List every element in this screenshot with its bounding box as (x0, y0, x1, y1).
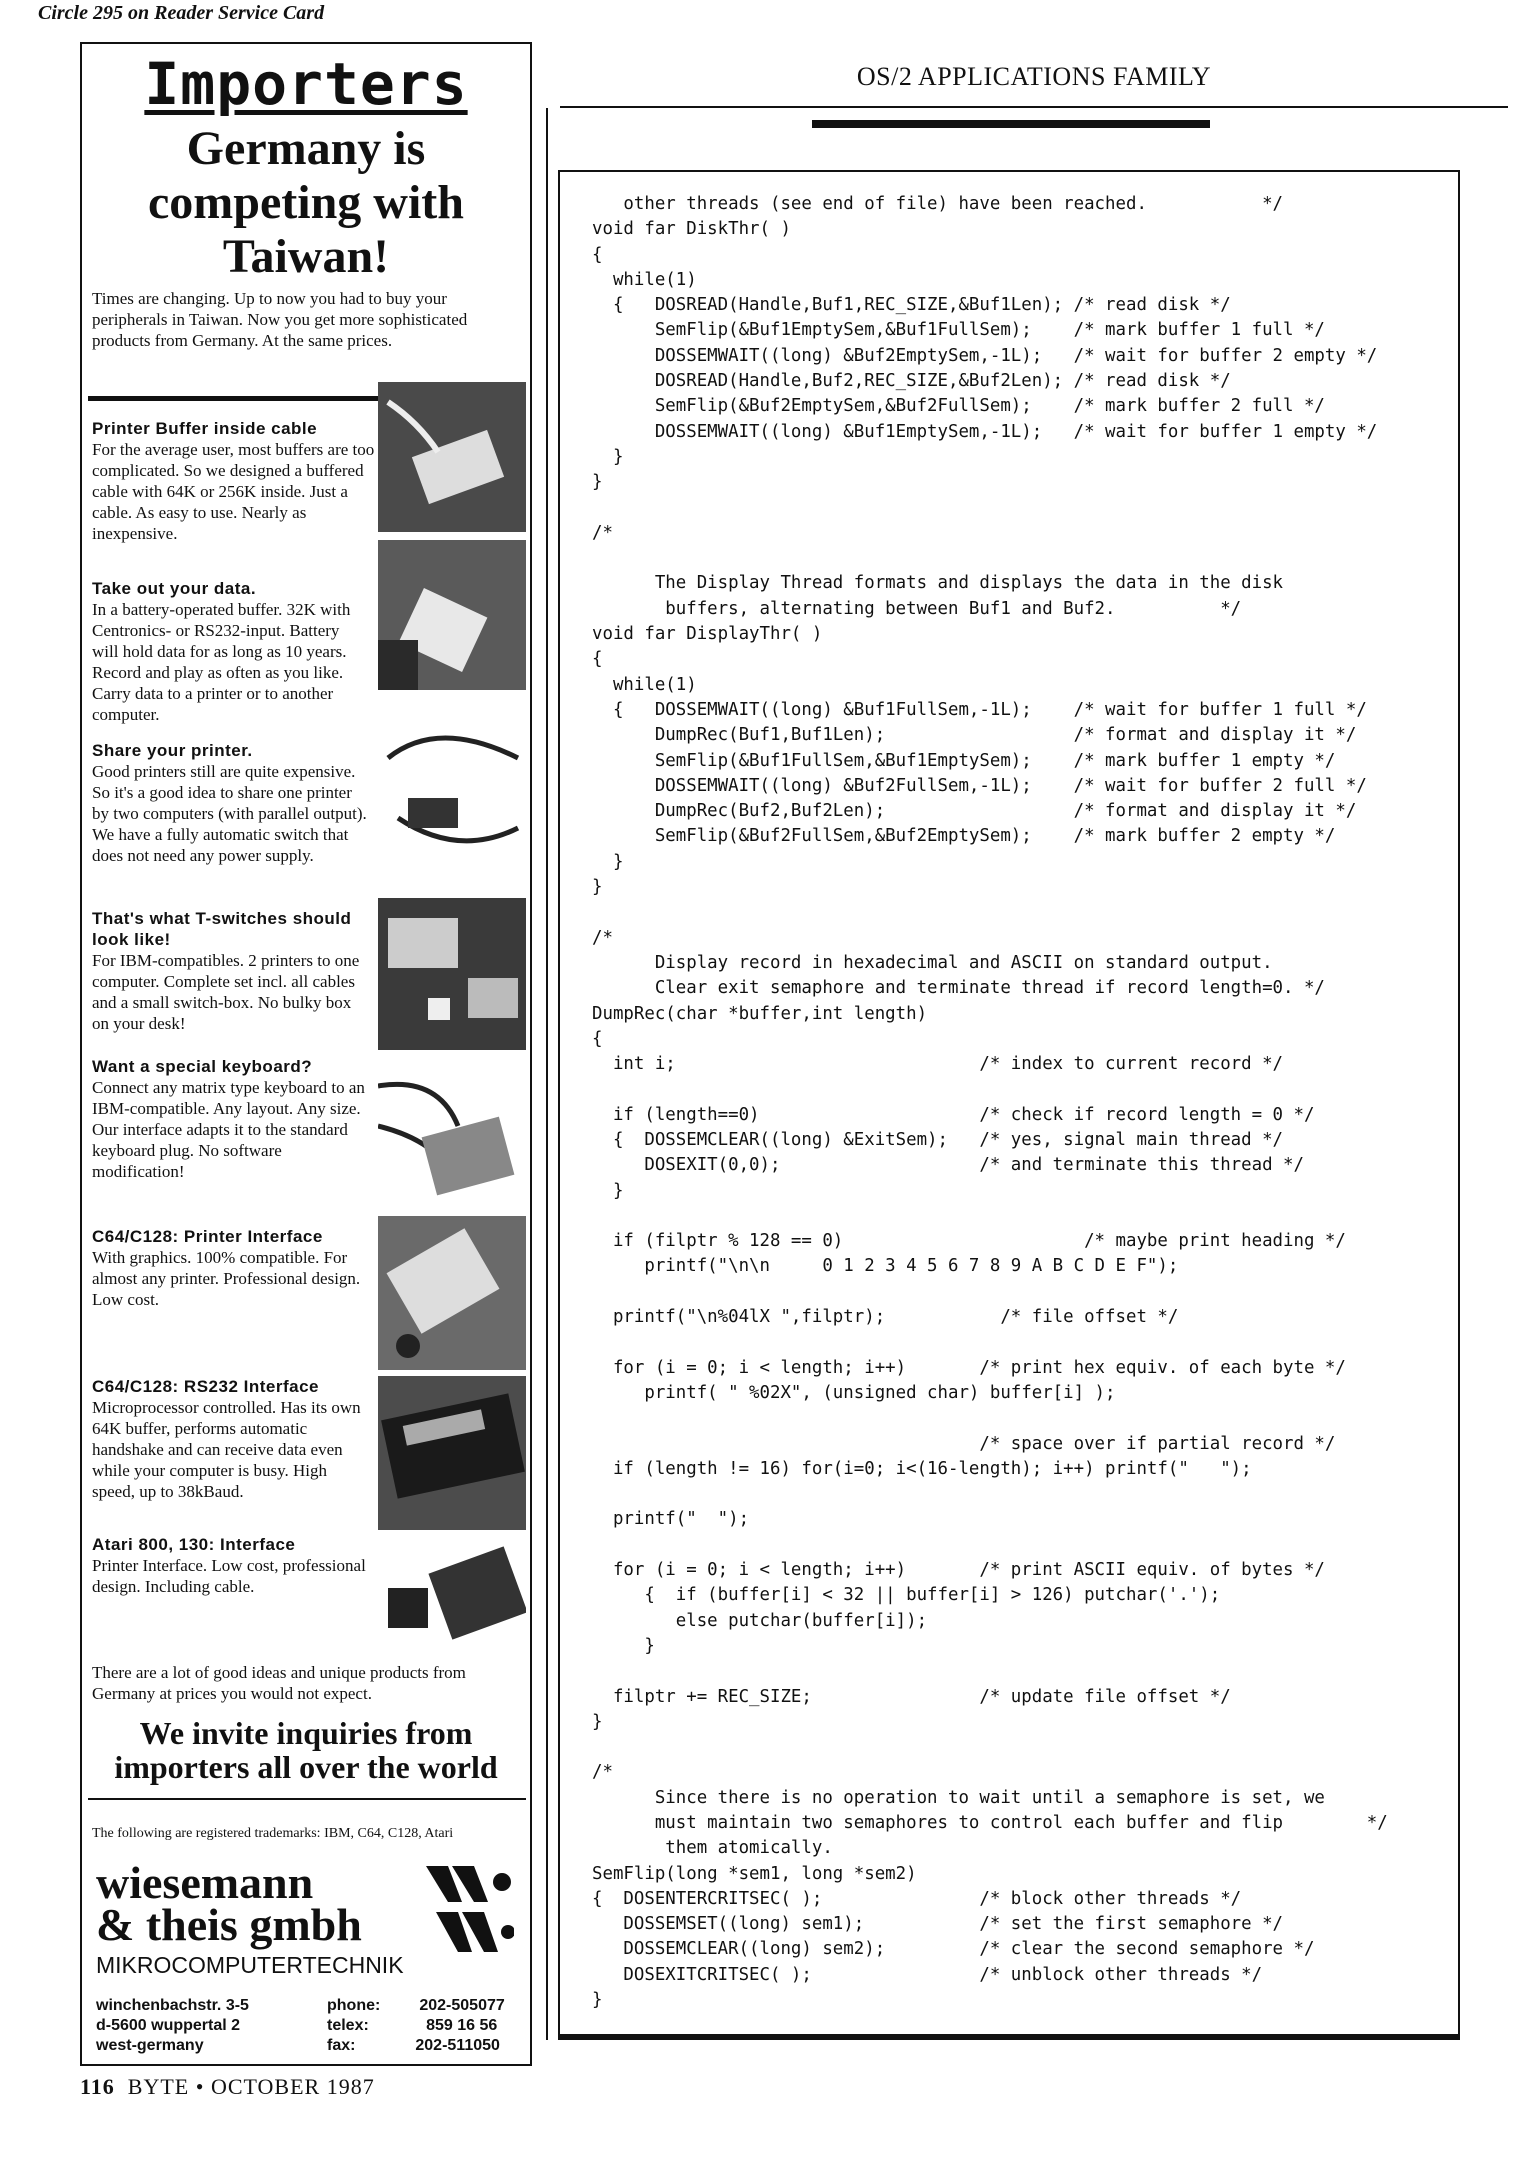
product-title: Take out your data. (92, 579, 257, 598)
section-bar (812, 120, 1210, 128)
product-data-buffer (92, 578, 368, 725)
photo-atari-interface (378, 1538, 526, 1658)
company-address (96, 1996, 249, 2056)
advertisement (80, 42, 532, 2066)
column-divider (546, 108, 548, 2040)
product-body: Printer Interface. Low cost, professional design. Including cable. (92, 1556, 366, 1596)
product-title: C64/C128: RS232 Interface (92, 1377, 320, 1396)
contact-label: fax: (327, 2037, 356, 2054)
ad-trademarks: The following are registered trademarks: IBM, C64, C128, Atari (92, 1826, 454, 1841)
brand-logo-icon (422, 1862, 514, 1977)
product-body: For IBM-compatibles. 2 printers to one computer. Complete set incl. all cables and a small switch-box. No bulky box on your desk! (92, 951, 360, 1033)
photo-t-switch (378, 898, 526, 1050)
photo-printer-share (378, 698, 526, 892)
contact-telex (327, 2016, 505, 2036)
product-body: In a battery-operated buffer. 32K with Centronics- or RS232-input. Battery will hold data for as long as 10 years. Record and play as often as you like. Carry data to a printer or to another computer. (92, 600, 351, 724)
product-buffer-cable (92, 418, 378, 544)
product-c64-printer (92, 1226, 368, 1310)
ad-intro: Times are changing. Up to now you had to buy your peripherals in Taiwan. Now you get more sophisticated products from Germany. At the same prices. (92, 289, 468, 350)
product-title: Printer Buffer inside cable (92, 419, 318, 438)
brand-subtitle: MIKROCOMPUTERTECHNIK (96, 1952, 404, 1978)
ad-divider (88, 1798, 526, 1800)
section-title: OS/2 APPLICATIONS FAMILY (856, 62, 1212, 91)
photo-buffer-cable (378, 382, 526, 532)
contact-label: phone: (327, 1997, 381, 2014)
product-body: Microprocessor controlled. Has its own 64K buffer, performs automatic handshake and can receive data even while your computer is busy. High speed, up to 38kBaud. (92, 1398, 361, 1501)
product-title: That's what T-switches should look like! (92, 909, 352, 949)
photo-c64-rs232 (378, 1376, 526, 1530)
product-t-switch (92, 908, 368, 1034)
contact-fax (327, 2036, 505, 2056)
product-printer-share (92, 740, 368, 866)
brand-line-2: & theis gmbh (96, 1899, 362, 1950)
code-listing: other threads (see end of file) have been reached. */ void far DiskThr( ) { while(1) { DOSREAD(Handle,Buf1,REC_SIZE,&Buf1Len); /* read disk */ SemFlip(&Buf1EmptySem,&Buf1FullSem); /* mark buffer 1 full */ DOSSEMWAIT((long) &Buf2EmptySem,-1L); /* wait for buffer 2 empty */ DOSREAD(Handle,Buf2,REC_SIZE,&Buf2Len); /* read disk */ SemFlip(&Buf2EmptySem,&Buf2FullSem); /* mark buffer 2 full */ DOSSEMWAIT((long) &Buf1EmptySem,-1L); /* wait for buffer 1 empty */ } } /* The Display Thread formats and displays the data in the disk buffers, alternating between Buf1 and Buf2. */ void far DisplayThr( ) { while(1) { DOSSEMWAIT((long) &Buf1FullSem,-1L); /* wait for buffer 1 full */ DumpRec(Buf1,Buf1Len); /* format and display it */ SemFlip(&Buf1FullSem,&Buf1EmptySem); /* mark buffer 1 empty */ DOSSEMWAIT((long) &Buf2FullSem,-1L); /* wait for buffer 2 full */ DumpRec(Buf2,Buf2Len); /* format and display it */ SemFlip(&Buf2FullSem,&Buf2EmptySem); /* mark buffer 2 empty */ } } /* Display record in hexadecimal and ASCII on standard output. Clear exit semaphore and terminate thread if record length=0. */ DumpRec(char *buffer,int length) { int i; /* index to current record */ if (length==0) /* check if record length = 0 */ { DOSSEMCLEAR((long) &ExitSem); /* yes, signal main thread */ DOSEXIT(0,0); /* and terminate this thread */ } if (filptr % 128 == 0) /* maybe print heading */ printf("\n\n 0 1 2 3 4 5 6 7 8 9 A B C D E F"); printf("\n%04lX ",filptr); /* file offset */ for (i = 0; i < length; i++) /* print hex equiv. of each byte */ printf( " %02X", (unsigned char) buffer[i] ); /* space over if partial record */ if (length != 16) for(i=0; i<(16-length); i++) printf(" "); printf(" "); for (i = 0; i < length; i++) /* print ASCII equiv. of bytes */ { if (buffer[i] < 32 || buffer[i] > 126) putchar('.'); else putchar(buffer[i]); } filptr += REC_SIZE; /* update file offset */ } /* Since there is no operation to wait until a semaphore is set, we must maintain two semaphores to control each buffer and flip */ them atomically. SemFlip(long *sem1, long *sem2) { DOSENTERCRITSEC( ); /* block other threads */ DOSSEMSET((long) sem1); /* set the first semaphore */ DOSSEMCLEAR((long) sem2); /* clear the second semaphore */ DOSEXITCRITSEC( ); /* unblock other threads */ } (592, 194, 1388, 2011)
section-rule (560, 106, 1508, 108)
product-title: C64/C128: Printer Interface (92, 1227, 323, 1246)
product-keyboard (92, 1056, 368, 1182)
ad-invite: We invite inquiries from importers all over the world (114, 1715, 498, 1785)
product-body: Connect any matrix type keyboard to an IBM-compatible. Any layout. Any size. Our interface adapts it to the standard keyboard plug. No software modification! (92, 1078, 365, 1181)
photo-keyboard-interface (378, 1056, 526, 1212)
address-line: west-germany (96, 2037, 204, 2054)
company-contacts (327, 1996, 505, 2056)
contact-value: 859 16 56 (426, 2017, 498, 2034)
product-body: For the average user, most buffers are too complicated. So we designed a buffered cable with 64K or 256K inside. Just a cable. As easy to use. Nearly as inexpensive. (92, 440, 375, 543)
address-line: d-5600 wuppertal 2 (96, 2017, 241, 2034)
contact-label: telex: (327, 2017, 369, 2034)
brand-name (96, 1857, 362, 1950)
magazine-issue: BYTE • OCTOBER 1987 (127, 2074, 375, 2099)
reader-service-note: Circle 295 on Reader Service Card (38, 2, 325, 24)
address-line: winchenbachstr. 3-5 (96, 1997, 249, 2014)
product-title: Share your printer. (92, 741, 253, 760)
contact-value: 202-505077 (419, 1997, 505, 2014)
product-body: With graphics. 100% compatible. For almost any printer. Professional design. Low cost. (92, 1248, 361, 1309)
product-body: Good printers still are quite expensive. So it's a good idea to share one printer by two computers (with parallel output). We have a fully automatic switch that does not need any power supply. (92, 762, 367, 865)
photo-data-buffer (378, 540, 526, 690)
brand-line-1: wiesemann (96, 1857, 314, 1908)
ad-headline: Germany is competing with Taiwan! (148, 122, 464, 283)
contact-value: 202-511050 (415, 2037, 500, 2054)
ad-ideas: There are a lot of good ideas and unique products from Germany at prices you would not expect. (92, 1663, 466, 1703)
photo-c64-printer (378, 1216, 526, 1370)
ad-title: Importers (144, 50, 468, 118)
product-c64-rs232 (92, 1376, 368, 1502)
page-footer (80, 2074, 375, 2100)
product-atari (92, 1534, 368, 1597)
product-title: Atari 800, 130: Interface (92, 1535, 296, 1554)
page-number: 116 (80, 2074, 115, 2099)
contact-phone (327, 1996, 505, 2016)
product-title: Want a special keyboard? (92, 1057, 313, 1076)
